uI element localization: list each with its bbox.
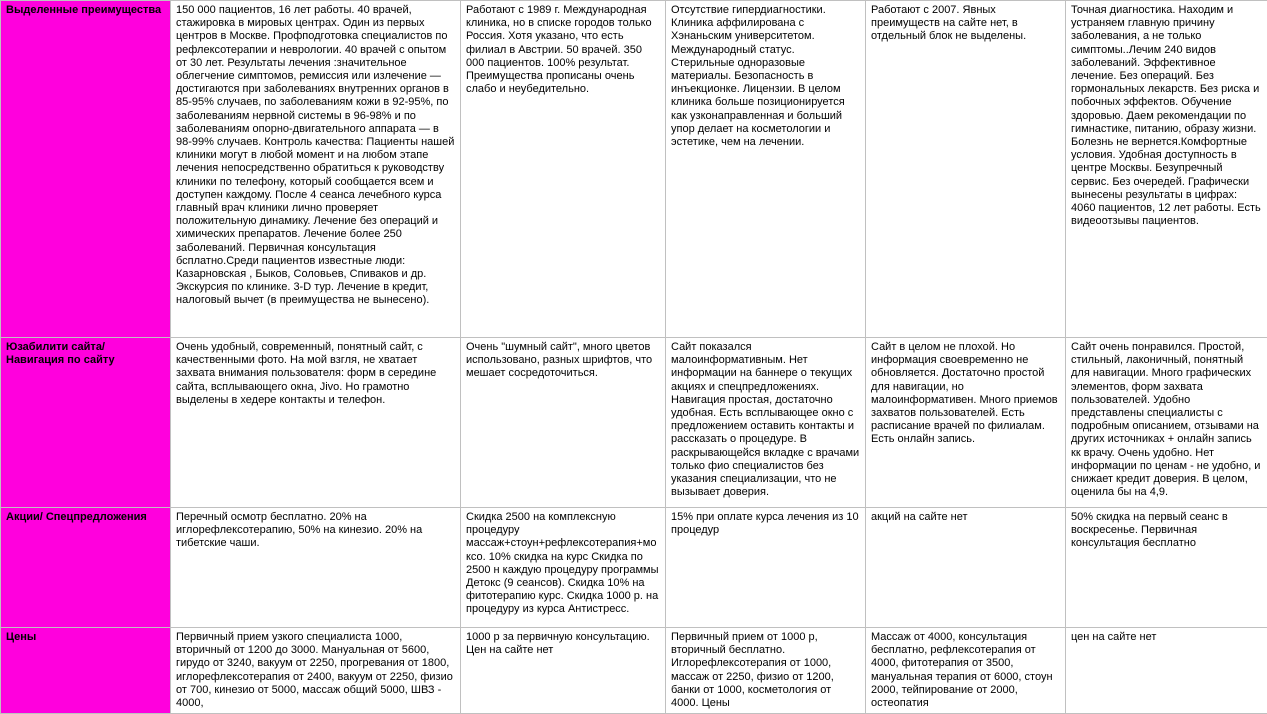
table-cell: Сайт очень понравился. Простой, стильный, лаконичный, понятный для навигации. Много графических элементов, форм захвата пользователей. Удобно представлены специалисты с подробным описанием, отзывами на других источниках + онлайн запись кк врачу. Очень удобно. Нет информации по ценам - не удобно, и снижает кредит доверия. В целом, оценила бы на 4,9. [1066, 338, 1267, 508]
row-header: Юзабилити сайта/ Навигация по сайту [1, 338, 171, 508]
table-cell: Массаж от 4000, консультация бесплатно, рефлексотерапия от 4000, фитотерапия от 3500, мануальная терапия от 6000, стоун 2000, тейпирование от 2000, остеопатия [866, 628, 1066, 714]
table-cell: Работают с 2007. Явных преимуществ на сайте нет, в отдельный блок не выделены. [866, 1, 1066, 338]
row-header: Цены [1, 628, 171, 714]
table-cell: Первичный прием от 1000 р, вторичный бесплатно. Иглорефлексотерапия от 1000, массаж от 2250, физио от 1200, банки от 1000, косметология от 4000. Цены [666, 628, 866, 714]
table-cell: Точная диагностика. Находим и устраняем главную причину заболевания, а не только симптомы..Лечим 240 видов заболеваний. Эффективное лечение. Без операций. Без гормональных лекарств. Без риска и побочных эффектов. Обучение здоровью. Даем рекомендации по гимнастике, питанию, образу жизни. Болезнь не вернется.Комфортные условия. Удобная доступность в центре Москвы. Безупречный сервис. Без очередей. Графически вынесены результаты в цифрах: 4060 пациентов, 12 лет работы. Есть видеоотзывы пациентов. [1066, 1, 1267, 338]
table-cell: Очень удобный, современный, понятный сайт, с качественными фото. На мой взгля, не хватает захвата внимания пользователя: форм в середине сайта, всплывающего окна, Jivo. Но грамотно выделены в хедере контакты и телефон. [171, 338, 461, 508]
table-cell: Первичный прием узкого специалиста 1000, вторичный от 1200 до 3000. Мануальная от 5600, гирудо от 3240, вакуум от 2250, прогревания от 1800, иглорефлексотерапия от 2400, вакуум от 2250, физио от 700, кинезио от 5000, массаж общий 5000, ШВЗ - 4000, [171, 628, 461, 714]
table-cell: Скидка 2500 на комплексную процедуру массаж+стоун+рефлексотерапия+моксо. 10% скидка на курс Скидка по 2500 н каждую процедуру программы Детокс (9 сеансов). Скидка 10% на фитотерапию курс. Скидка 1000 р. на процедуру из курса Антистресс. [461, 508, 666, 628]
table-row [1, 1, 1267, 338]
table-cell: цен на сайте нет [1066, 628, 1267, 714]
table-cell: 150 000 пациентов, 16 лет работы. 40 врачей, стажировка в мировых центрах. Один из первых центров в Москве. Профподготовка специалистов по рефлексотерапии и неврологии. 40 врачей с опытом от 30 лет. Результаты лечения :значительное облегчение симптомов, ремиссия или излечение — достигаются при заболеваниях внутренних органов в 85-95% случаев, по заболеваниям кожи в 92-95%, по заболеваниям нервной системы в 96-98% и по заболеваниям опорно-двигательного аппарата — в 98-99% случаев. Контроль качества: Пациенты нашей клиники могут в любой момент и на любом этапе лечения непосредственно обратиться к руководству клиники по телефону, который сообщается всем и доступен каждому. После 4 сеанса лечебного курса главный врач клиники лично проверяет положительную динамику. Лечение без операций и химических препаратов. Лечение более 250 заболеваний. Первичная консультация бсплатно.Среди пациентов известные люди: Казарновская , Быков, Соловьев, Спиваков и др. Экскурсия по клинике. 3-D тур. Лечение в кредит, налоговый вычет (в преимущества не вынесено). [171, 1, 461, 338]
table-cell: Перечный осмотр бесплатно. 20% на иглорефлексотерапию, 50% на кинезио. 20% на тибетские чаши. [171, 508, 461, 628]
table-row [1, 628, 1267, 714]
table-cell: акций на сайте нет [866, 508, 1066, 628]
row-header: Выделенные преимущества [1, 1, 171, 338]
table-cell: 15% при оплате курса лечения из 10 процедур [666, 508, 866, 628]
table-cell: Отсутствие гипердиагностики. Клиника аффилирована с Хэнаньским университетом. Международный статус. Стерильные одноразовые материалы. Безопасность в инъекционке. Лицензии. В целом клиника больше позиционируется как узконаправленная и больший упор делает на косметологии и эстетике, чем на лечении. [666, 1, 866, 338]
table-cell: Работают с 1989 г. Международная клиника, но в списке городов только Россия. Хотя указано, что есть филиал в Австрии. 50 врачей. 350 000 пациентов. 100% результат. Преимущества прописаны очень слабо и неубедительно. [461, 1, 666, 338]
table-cell: Очень "шумный сайт", много цветов использовано, разных шрифтов, что мешает сосредоточиться. [461, 338, 666, 508]
table-cell: Сайт в целом не плохой. Но информация своевременно не обновляется. Достаточно простой для навигации, но малоинформативен. Много приемов захватов пользователей. Есть расписание врачей по филиалам. Есть онлайн запись. [866, 338, 1066, 508]
table-cell: 1000 р за первичную консультацию. Цен на сайте нет [461, 628, 666, 714]
table-cell: 50% скидка на первый сеанс в воскресенье. Первичная консультация бесплатно [1066, 508, 1267, 628]
table-row [1, 338, 1267, 508]
table-row [1, 508, 1267, 628]
table-cell: Сайт показался малоинформативным. Нет информации на баннере о текущих акциях и спецпредложениях. Навигация простая, достаточно удобная. Есть всплывающее окно с предложением оставить контакты и рассказать о процедуре. В раскрывающейся вкладке с врачами только фио специалистов без указания специализации, что не вызывает доверия. [666, 338, 866, 508]
row-header: Акции/ Спецпредложения [1, 508, 171, 628]
